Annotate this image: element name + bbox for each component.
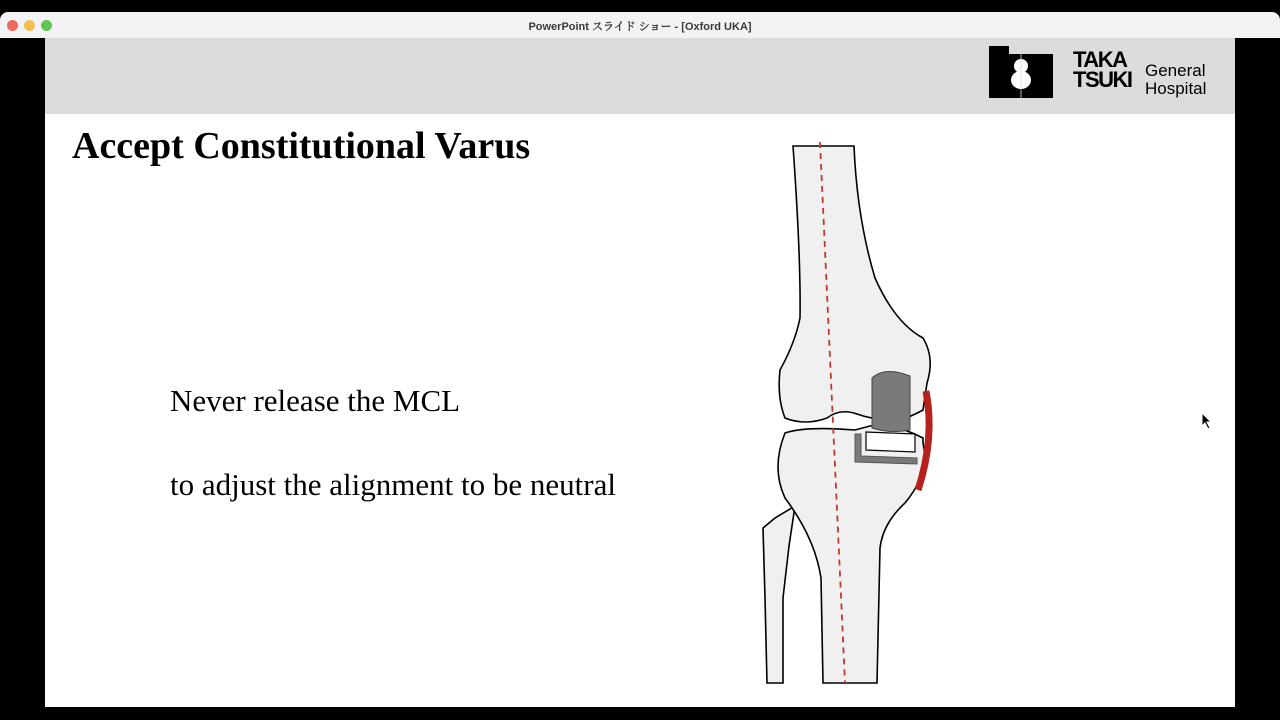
femoral-component-icon <box>872 371 910 431</box>
hospital-logo-text <box>1073 47 1207 98</box>
screen-top-border <box>0 0 1280 12</box>
window-titlebar <box>0 12 1280 38</box>
window-title: PowerPoint スライド ショー - [Oxford UKA] <box>528 21 752 33</box>
body-line-2: to adjust the alignment to be neutral <box>170 467 616 502</box>
logo-general: General <box>1145 61 1206 80</box>
body-line-1: Never release the MCL <box>170 383 461 418</box>
screen-bottom-border <box>0 707 1280 720</box>
tibia-shape <box>778 426 925 684</box>
mouse-cursor-icon <box>1201 412 1213 430</box>
letterbox-left <box>0 38 45 720</box>
hospital-logo-icon <box>989 46 1053 98</box>
logo-tsuki: TSUKI <box>1073 67 1132 92</box>
bearing-insert-icon <box>866 432 915 452</box>
slide-title: Accept Constitutional Varus <box>72 125 531 167</box>
fibula-shape <box>763 506 795 683</box>
logo-taka: TAKA <box>1073 47 1127 72</box>
slide[interactable] <box>45 38 1235 707</box>
logo-subtitle <box>1145 62 1206 98</box>
slide-header-band <box>45 38 1235 114</box>
logo-hospital: Hospital <box>1145 79 1207 98</box>
letterbox-right <box>1235 38 1280 720</box>
knee-uka-diagram <box>745 138 1005 698</box>
